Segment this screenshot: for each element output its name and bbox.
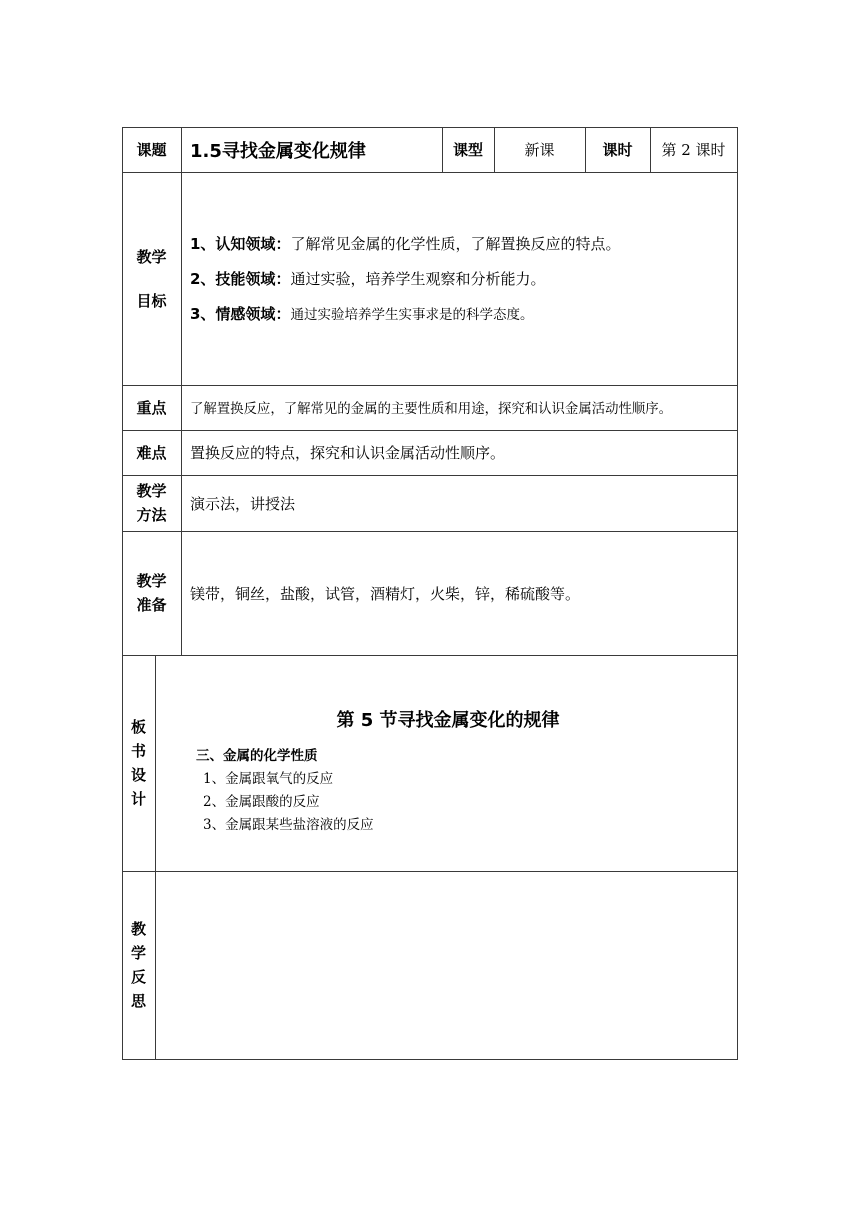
reflection-content-area (156, 872, 737, 1059)
board-title: 第 5 节寻找金属变化的规律 (336, 710, 560, 731)
reflection-label (122, 871, 155, 1059)
objectives-label (122, 172, 181, 385)
border-bottom (122, 1059, 738, 1060)
row-divider (122, 172, 738, 173)
period-label: 课时 (602, 140, 633, 159)
reflection-label-char: 思 (130, 992, 146, 1010)
preparation-label-line1: 教学 (136, 572, 167, 590)
key-point-label: 重点 (136, 398, 167, 417)
board-subtitle: 三、金属的化学性质 (196, 748, 318, 764)
objective-item-3 (190, 303, 533, 324)
objective-item-2 (190, 268, 545, 289)
objective-head: 1、认知领域： (190, 235, 291, 253)
border-right (737, 127, 738, 1060)
topic-value: 1.5寻找金属变化规律 (190, 140, 366, 162)
objective-head: 2、技能领域： (190, 270, 291, 288)
preparation-label (122, 531, 181, 655)
period-value: 第 2 课时 (661, 141, 726, 159)
method-label-line1: 教学 (136, 482, 167, 500)
reflection-label-char: 教 (130, 920, 146, 938)
objective-item-1 (190, 233, 620, 254)
board-label-char: 计 (130, 790, 146, 808)
board-label-char: 设 (130, 766, 146, 784)
preparation-value: 镁带，铜丝，盐酸，试管，酒精灯，火柴，锌，稀硫酸等。 (190, 584, 581, 603)
objectives-label-line2: 目标 (136, 291, 167, 310)
board-label-char: 板 (130, 718, 146, 736)
reflection-label-char: 学 (130, 944, 146, 962)
type-value: 新课 (524, 141, 555, 159)
board-label-char: 书 (130, 742, 146, 760)
topic-label: 课题 (136, 140, 167, 159)
preparation-label-line2: 准备 (136, 596, 167, 614)
objective-body: 通过实验培养学生实事求是的科学态度。 (290, 307, 534, 323)
type-label: 课型 (452, 140, 483, 159)
method-label (122, 475, 181, 531)
label-column-divider (181, 127, 182, 655)
board-label (122, 655, 155, 871)
board-item-3: 3、金属跟某些盐溶液的反应 (203, 817, 374, 833)
objective-head: 3、情感领域： (190, 305, 291, 323)
key-point-value: 了解置换反应，了解常见的金属的主要性质和用途，探究和认识金属活动性顺序。 (190, 402, 673, 417)
objective-body: 通过实验，培养学生观察和分析能力。 (290, 270, 546, 288)
board-item-2: 2、金属跟酸的反应 (203, 794, 320, 810)
difficulty-value: 置换反应的特点，探究和认识金属活动性顺序。 (190, 444, 506, 462)
method-value: 演示法，讲授法 (190, 494, 296, 513)
objectives-label-line1: 教学 (136, 247, 167, 266)
objective-body: 了解常见金属的化学性质，了解置换反应的特点。 (290, 235, 621, 253)
row-divider (122, 655, 738, 656)
board-item-1: 1、金属跟氧气的反应 (203, 771, 334, 787)
method-label-line2: 方法 (136, 506, 167, 524)
reflection-label-char: 反 (130, 968, 146, 986)
difficulty-label: 难点 (136, 443, 167, 462)
